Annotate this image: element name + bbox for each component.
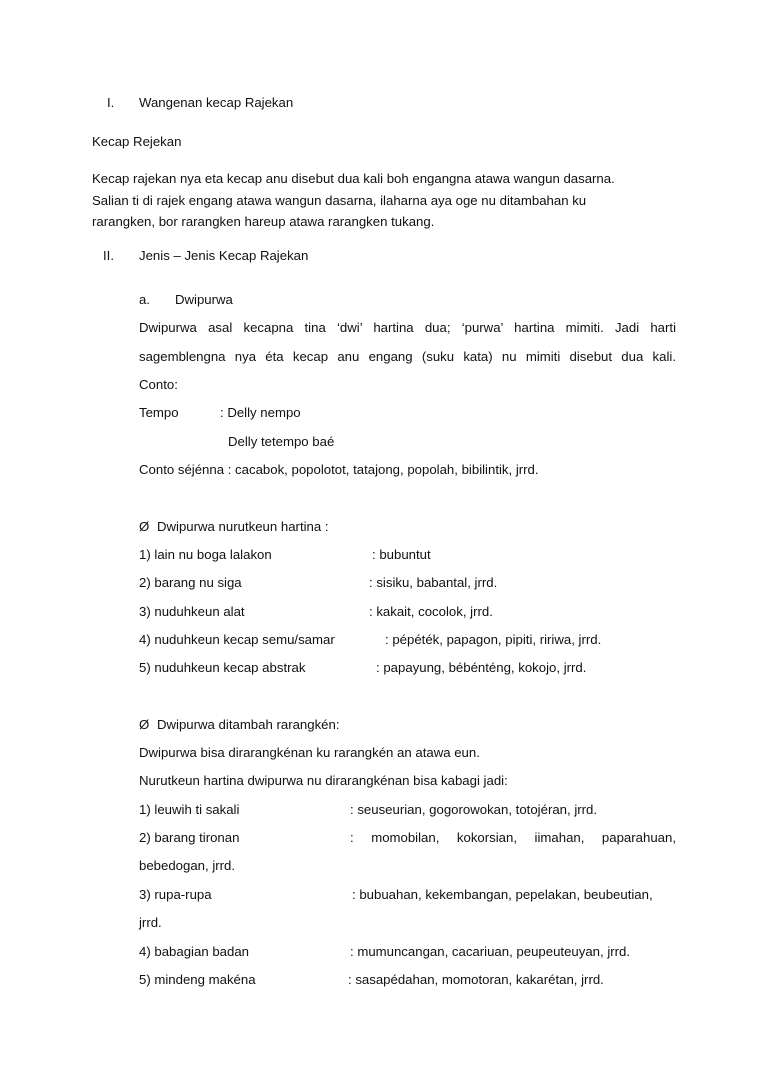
list-item-value: : bubuntut: [372, 547, 431, 562]
list-title: Dwipurwa ditambah rarangkén:: [157, 717, 340, 732]
list-desc: Dwipurwa bisa dirarangkénan ku rarangkén an atawa eun.: [139, 745, 480, 760]
list-item-label: 1) lain nu boga lalakon: [139, 547, 272, 562]
example-sentence: Delly tetempo baé: [228, 434, 335, 449]
list-item-continuation: bebedogan, jrrd.: [139, 858, 236, 873]
list-item-label: 5) mindeng makéna: [139, 972, 256, 987]
example-sentence: : Delly nempo: [220, 405, 301, 420]
list-item-value: : momobilan, kokorsian, iimahan, paparahuan,: [350, 830, 676, 845]
list-item-value: : papayung, bébénténg, kokojo, jrrd.: [376, 660, 587, 675]
list-item-value: : sisiku, babantal, jrrd.: [369, 575, 498, 590]
bullet-icon: Ø: [139, 717, 150, 732]
subsection-title: Dwipurwa: [175, 292, 233, 307]
intro-line: Kecap rajekan nya eta kecap anu disebut dua kali boh engangna atawa wangun dasarna.: [92, 171, 615, 186]
section-2-title: Jenis – Jenis Kecap Rajekan: [139, 248, 309, 263]
conto-sejenna: Conto séjénna : cacabok, popolotot, tatajong, popolah, bibilintik, jrrd.: [139, 462, 539, 477]
subsection-letter: a.: [139, 292, 150, 307]
section-1-title: Wangenan kecap Rajekan: [139, 95, 294, 110]
section-2-numeral: II.: [103, 248, 114, 263]
list-item-label: 3) nuduhkeun alat: [139, 604, 245, 619]
list-item-value: : sasapédahan, momotoran, kakarétan, jrrd.: [348, 972, 604, 987]
section-1-numeral: I.: [107, 95, 115, 110]
list-item-label: 1) leuwih ti sakali: [139, 802, 240, 817]
list-item-label: 5) nuduhkeun kecap abstrak: [139, 660, 306, 675]
conto-label: Conto:: [139, 377, 178, 392]
list-item-value: : bubuahan, kekembangan, pepelakan, beubeutian,: [352, 887, 653, 902]
list-item-label: 4) nuduhkeun kecap semu/samar: [139, 632, 335, 647]
bullet-icon: Ø: [139, 519, 150, 534]
dwipurwa-desc-line: Dwipurwa asal kecapna tina ‘dwi’ hartina dua; ‘purwa’ hartina mimiti. Jadi harti: [139, 320, 676, 335]
list-item-label: 2) barang tironan: [139, 830, 240, 845]
list-item-label: 2) barang nu siga: [139, 575, 242, 590]
list-item-label: 4) babagian badan: [139, 944, 249, 959]
list-item-value: : kakait, cocolok, jrrd.: [369, 604, 493, 619]
list-desc: Nurutkeun hartina dwipurwa nu dirarangkénan bisa kabagi jadi:: [139, 773, 508, 788]
intro-line: rarangken, bor rarangken hareup atawa rarangken tukang.: [92, 214, 435, 229]
list-item-label: 3) rupa-rupa: [139, 887, 212, 902]
list-title: Dwipurwa nurutkeun hartina :: [157, 519, 329, 534]
dwipurwa-desc-line: sagemblengna nya éta kecap anu engang (suku kata) nu mimiti disebut dua kali.: [139, 349, 676, 364]
subheading: Kecap Rejekan: [92, 134, 182, 149]
list-item-value: : seuseurian, gogorowokan, totojéran, jrrd.: [350, 802, 598, 817]
list-item-continuation: jrrd.: [139, 915, 162, 930]
intro-line: Salian ti di rajek engang atawa wangun dasarna, ilaharna aya oge nu ditambahan ku: [92, 193, 587, 208]
list-item-value: : pépéték, papagon, pipiti, ririwa, jrrd.: [385, 632, 602, 647]
list-item-value: : mumuncangan, cacariuan, peupeuteuyan, jrrd.: [350, 944, 631, 959]
example-word: Tempo: [139, 405, 179, 420]
